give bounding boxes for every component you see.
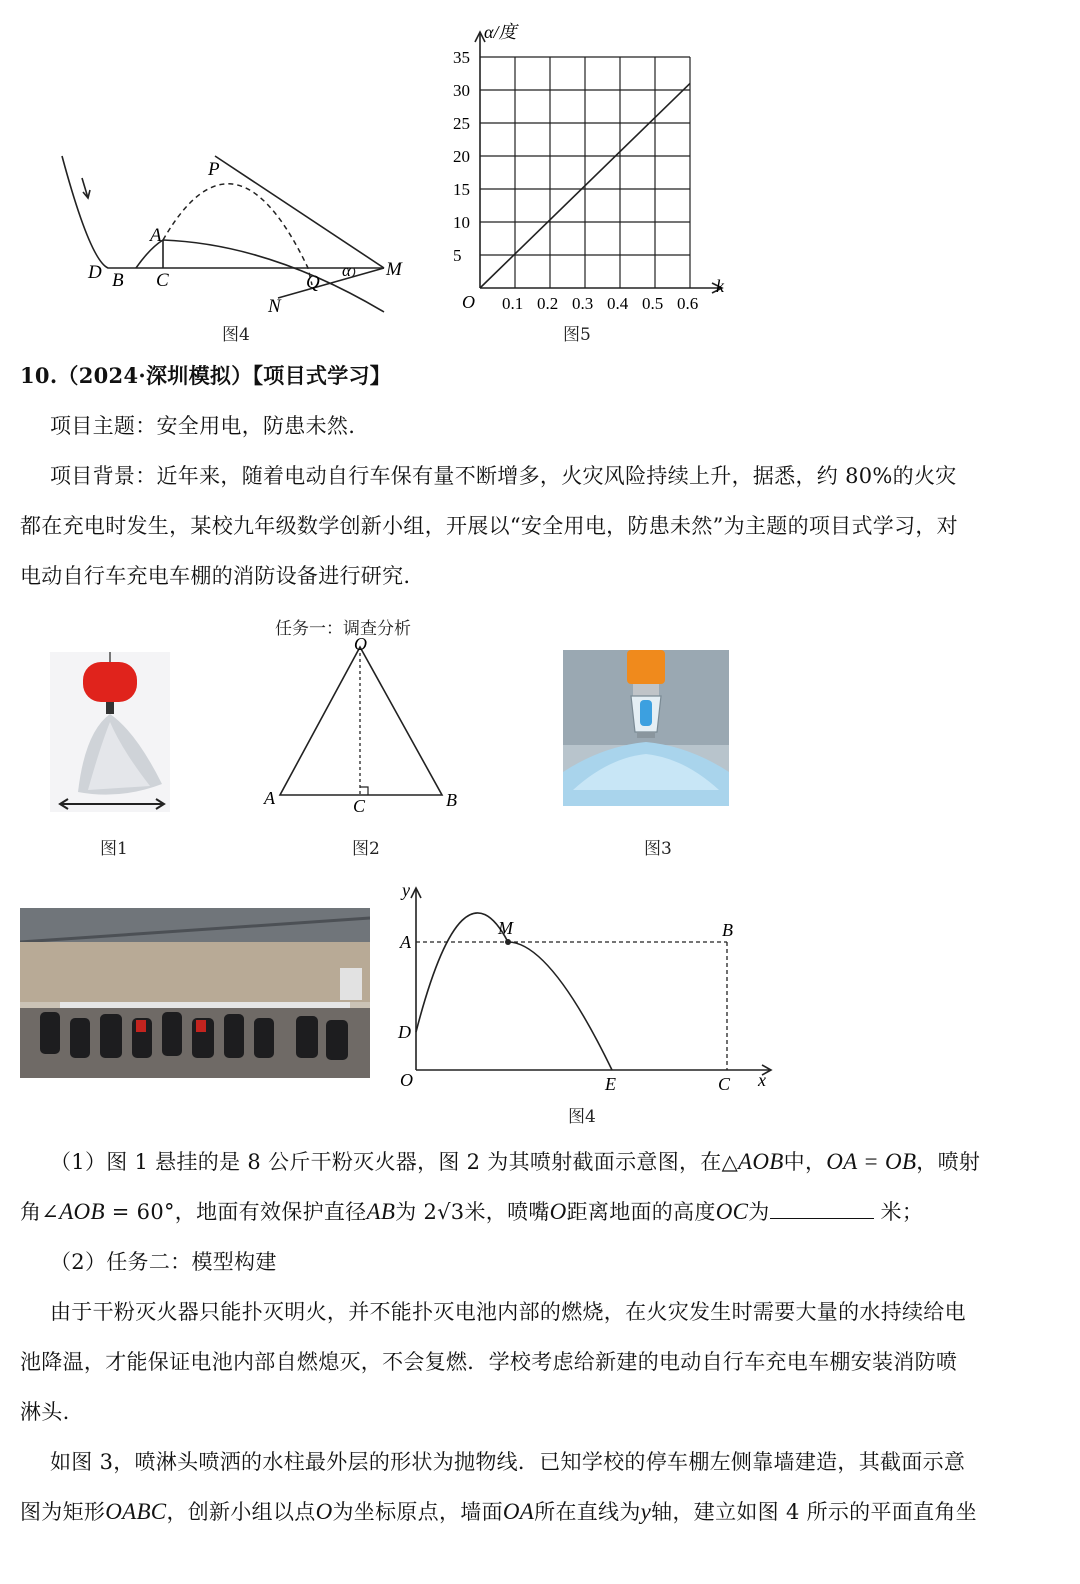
answer-blank[interactable]: [770, 1200, 874, 1219]
ground-line: [62, 156, 384, 268]
y-tick-label-0: 5: [453, 246, 462, 265]
math-oabc: OABC: [105, 1499, 167, 1524]
carport-photo: [20, 908, 370, 1078]
chart-alpha-vs-k: [440, 14, 740, 319]
charging-rail: [60, 1002, 350, 1008]
sprinkler-parabola-figure: [390, 880, 780, 1095]
label-o: O: [400, 1070, 413, 1090]
y-tick-label-1: 10: [453, 213, 470, 232]
math-y: y: [640, 1499, 652, 1524]
math-oa: OA: [502, 1499, 535, 1524]
y-tick-label-4: 25: [453, 114, 470, 133]
y-axis-label: α/度: [484, 22, 517, 42]
projectile-figure: [50, 140, 430, 330]
parabola-curve: [416, 913, 612, 1070]
q1-text-d: 角∠: [20, 1200, 60, 1224]
x-tick-label-3: 0.4: [607, 294, 629, 313]
math-angle-aob: AOB: [59, 1199, 105, 1224]
electric-box: [340, 968, 362, 1000]
math-oc: OC: [715, 1199, 749, 1224]
q2-text-b: ，创新小组以点: [166, 1500, 316, 1524]
problem-tag: 【项目式学习】: [252, 363, 392, 388]
x-tick-label-1: 0.2: [537, 294, 559, 313]
nozzle: [106, 702, 114, 714]
sprinkler-photo: [563, 650, 729, 806]
background-line-2: 都在充电时发生，某校九年级数学创新小组，开展以“安全用电，防患未然”为主题的项目式学习，对: [20, 514, 958, 538]
label-n: N: [268, 296, 281, 317]
q1-text-g: 距离地面的高度: [566, 1200, 716, 1224]
label-a: A: [400, 932, 411, 952]
q1-text-b: 中，: [783, 1150, 827, 1174]
background-line-3: 电动自行车充电车棚的消防设备进行研究.: [20, 564, 411, 588]
q1-text-e: = 60°，地面有效保护直径: [104, 1200, 367, 1224]
x-axis-label: k: [716, 276, 724, 296]
label-d: D: [398, 1022, 411, 1042]
math-ab: AB: [366, 1199, 396, 1224]
q2-text-d: 所在直线为: [534, 1500, 641, 1524]
deflector: [637, 732, 655, 738]
right-angle-mark: [360, 787, 368, 795]
origin-label: O: [462, 292, 475, 312]
task1-title: 任务一：调查分析: [275, 619, 411, 639]
fig1-caption: 图1: [100, 839, 128, 859]
q1-text-h: 为: [748, 1200, 770, 1224]
fig4-caption: 图4: [568, 1107, 596, 1127]
y-tick-label-2: 15: [453, 180, 470, 199]
trajectory-dashed: [163, 184, 312, 285]
q2-text-c: 为坐标原点，墙面: [332, 1500, 503, 1524]
fig3-caption: 图3: [644, 839, 672, 859]
scooters: [40, 1012, 348, 1060]
q2-title: （2）任务二：模型构建: [50, 1250, 277, 1274]
label-b: B: [722, 920, 733, 940]
label-m: M: [386, 259, 402, 280]
x-tick-label-4: 0.5: [642, 294, 664, 313]
label-o: O: [354, 634, 367, 654]
x-tick-label-5: 0.6: [677, 294, 699, 313]
fitting: [633, 684, 659, 696]
extinguisher-body: [83, 662, 137, 702]
label-m: M: [498, 918, 513, 938]
vertex-point: [505, 939, 511, 945]
label-c: C: [718, 1074, 731, 1094]
math-o: O: [315, 1499, 333, 1524]
glass-bulb: [640, 700, 652, 726]
triangle-aob: [280, 647, 442, 795]
q1-line2: [20, 1200, 923, 1224]
label-y: y: [402, 880, 410, 900]
line-nm: [278, 268, 384, 298]
x-tick-label-0: 0.1: [502, 294, 524, 313]
q1-text-a: （1）图 1 悬挂的是 8 公斤干粉灭火器，图 2 为其喷射截面示意图，在△: [50, 1150, 739, 1174]
label-c: C: [353, 796, 366, 816]
q2-p1-line3: 淋头.: [20, 1400, 70, 1424]
math-aob: AOB: [738, 1149, 784, 1174]
problem-header: [20, 364, 391, 388]
label-alpha: α: [342, 261, 351, 280]
q1-text-c: ，喷射: [916, 1150, 981, 1174]
y-tick-label-5: 30: [453, 81, 470, 100]
q2-p2-line2: [20, 1500, 977, 1524]
fig2-caption: 图2: [352, 839, 380, 859]
triangle-figure: [260, 632, 470, 817]
extinguisher-photo: [50, 652, 170, 812]
label-c: C: [156, 270, 169, 291]
background-line-1: 项目背景：近年来，随着电动自行车保有量不断增多，火灾风险持续上升，据悉，约 80%的火灾: [50, 464, 957, 488]
project-theme: 项目主题：安全用电，防患未然.: [50, 414, 356, 438]
q2-text-e: 轴，建立如图 4 所示的平面直角坐: [651, 1500, 977, 1524]
fig-top-left-caption: 图4: [222, 325, 250, 345]
label-b: B: [112, 270, 124, 291]
problem-number-source: 10.（2024·深圳模拟）: [20, 363, 253, 388]
math-o: O: [549, 1199, 567, 1224]
label-e: E: [605, 1074, 616, 1094]
wall: [20, 942, 370, 1002]
math-oa-eq-ob: OA = OB: [826, 1149, 917, 1174]
label-a: A: [264, 788, 275, 808]
label-a: A: [150, 225, 162, 246]
q2-p2-line1: 如图 3，喷淋头喷洒的水柱最外层的形状为抛物线．已知学校的停车棚左侧靠墙建造，其截面示意: [50, 1450, 966, 1474]
label-b: B: [446, 790, 457, 810]
label-d: D: [88, 262, 102, 283]
label-q: Q: [306, 272, 320, 293]
q2-p1-line2: 池降温，才能保证电池内部自燃熄灭，不会复燃．学校考虑给新建的电动自行车充电车棚安装消防喷: [20, 1350, 958, 1374]
q1-line1: [50, 1150, 980, 1174]
y-tick-label-6: 35: [453, 48, 470, 67]
q2-p1-line1: 由于干粉灭火器只能扑灭明火，并不能扑灭电池内部的燃烧，在火灾发生时需要大量的水持续给电: [50, 1300, 966, 1324]
chart-caption: 图5: [563, 325, 591, 345]
label-x: x: [758, 1070, 766, 1090]
q1-text-i: 米；: [873, 1200, 924, 1224]
pipe: [627, 650, 665, 684]
q1-text-f: 为 2√3米，喷嘴: [395, 1200, 550, 1224]
y-tick-label-3: 20: [453, 147, 470, 166]
label-p: P: [208, 159, 220, 180]
x-tick-label-2: 0.3: [572, 294, 594, 313]
q2-text-a: 图为矩形: [20, 1500, 106, 1524]
